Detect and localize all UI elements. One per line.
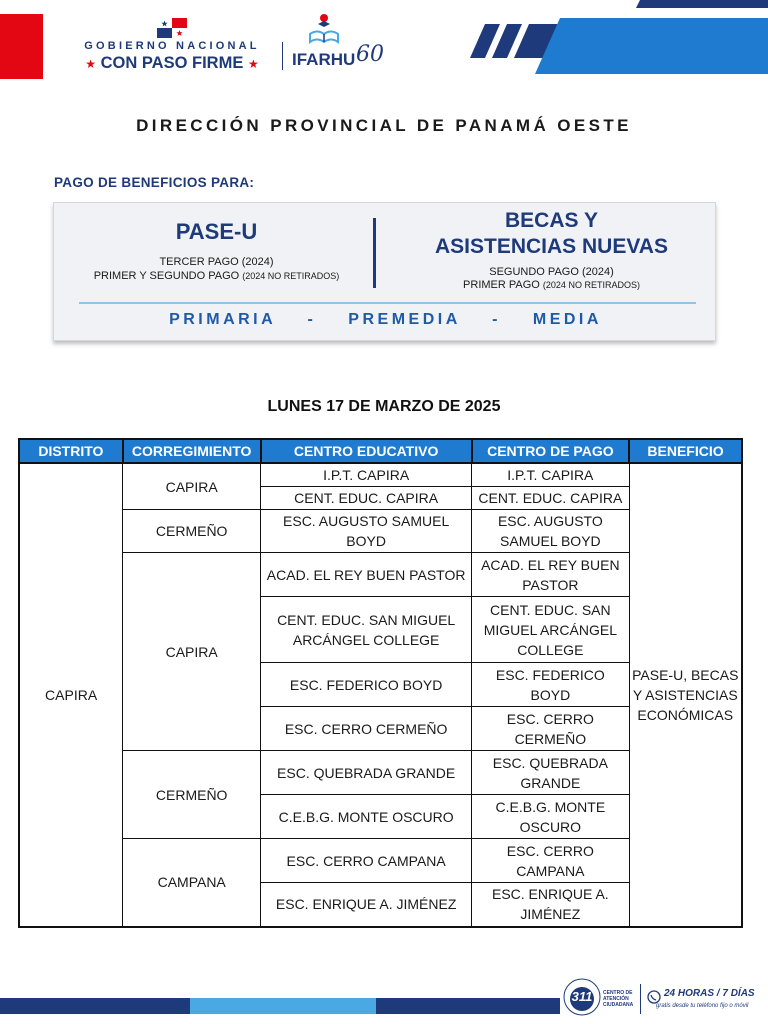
centro-pago-cell: ESC. CERRO CAMPANA [472,839,629,883]
centro-educativo-cell: ESC. QUEBRADA GRANDE [261,751,472,795]
centro-educativo-cell: ESC. FEDERICO BOYD [261,663,472,707]
centro-pago-cell: C.E.B.G. MONTE OSCURO [472,795,629,839]
phone-icon [646,990,662,1004]
pase-u-title: PASE-U [175,219,258,244]
payment-schedule-table [18,438,743,928]
gov-slogan-text: CON PASO FIRME [100,54,244,72]
centro-educativo-cell: CENT. EDUC. SAN MIGUEL ARCÁNGEL COLLEGE [261,597,472,663]
becas-line2 [404,279,699,291]
centro-pago-cell: I.P.T. CAPIRA [472,463,629,487]
distrito-cell: CAPIRA [19,463,123,927]
hours-subtext: gratis desde tu teléfono fijo o móvil [656,1003,749,1009]
centro-pago-cell: ESC. AUGUSTO SAMUEL BOYD [472,510,629,553]
education-levels: PRIMARIA - PREMEDIA - MEDIA [169,311,602,328]
red-star-icon: ★ [247,57,259,71]
centro-educativo-cell: I.P.T. CAPIRA [261,463,472,487]
gov-slogan [72,54,272,73]
table-row [19,463,742,487]
pase-u-line2 [69,270,364,282]
becas-title [399,208,704,260]
footer-bar-lightblue [190,998,376,1014]
col-header-corregimiento: CORREGIMIENTO [123,439,261,463]
col-header-centro-de-pago: CENTRO DE PAGO [472,439,629,463]
becas-line1: SEGUNDO PAGO (2024) [489,266,614,278]
centro-educativo-cell: ESC. AUGUSTO SAMUEL BOYD [261,510,472,553]
pase-u-line1: TERCER PAGO (2024) [159,256,274,268]
centro-educativo-cell: ESC. ENRIQUE A. JIMÉNEZ [261,883,472,927]
centro-311-label: CENTRO DE ATENCIÓN CIUDADANA [603,990,634,1008]
ifarhu-anniversary: 60 [356,42,384,67]
payment-heading: PAGO DE BENEFICIOS PARA: [54,175,255,190]
centro-educativo-cell: ESC. CERRO CAMPANA [261,839,472,883]
col-header-beneficio: BENEFICIO [629,439,742,463]
pase-u-line2-main: PRIMER Y SEGUNDO PAGO [93,270,240,282]
corregimiento-cell: CAMPANA [123,839,261,927]
header-stripes-decoration [450,0,768,80]
becas-line2-note: (2024 NO RETIRADOS) [542,280,640,290]
header-divider [282,42,283,70]
becas-line2-main: PRIMER PAGO [463,279,540,291]
gov-top-text: GOBIERNO NACIONAL [84,40,260,52]
becas-title-line2: ASISTENCIAS NUEVAS [435,235,668,258]
red-star-icon: ★ [85,57,97,71]
footer-bar-navy [0,998,190,1014]
hours-text: 24 HORAS / 7 DÍAS [664,988,755,999]
centro-educativo-cell: C.E.B.G. MONTE OSCURO [261,795,472,839]
pase-u-line2-note: (2024 NO RETIRADOS) [242,271,340,281]
centro-pago-cell: ESC. CERRO CERMEÑO [472,707,629,751]
book-graduate-icon [306,12,342,46]
corregimiento-cell: CERMEÑO [123,751,261,839]
beneficio-cell: PASE-U, BECAS Y ASISTENCIAS ECONÓMICAS [629,463,742,927]
centro-educativo-cell: ACAD. EL REY BUEN PASTOR [261,553,472,597]
col-header-centro-educativo: CENTRO EDUCATIVO [261,439,472,463]
direction-title: DIRECCIÓN PROVINCIAL DE PANAMÁ OESTE [136,116,632,135]
col-header-distrito: DISTRITO [19,439,123,463]
red-accent-block [0,14,43,79]
table-header-row [19,439,742,463]
centro-pago-cell: ESC. FEDERICO BOYD [472,663,629,707]
centro-311-number: 311 [571,989,593,1004]
gobierno-nacional-logo [72,18,272,78]
centro-educativo-cell: ESC. CERRO CERMEÑO [261,707,472,751]
centro-pago-cell: CENT. EDUC. CAPIRA [472,487,629,510]
centro-pago-cell: ESC. ENRIQUE A. JIMÉNEZ [472,883,629,927]
centro-pago-cell: CENT. EDUC. SAN MIGUEL ARCÁNGEL COLLEGE [472,597,629,663]
centro-pago-cell: ACAD. EL REY BUEN PASTOR [472,553,629,597]
ifarhu-name: IFARHU [292,50,356,69]
panama-flag-icon [157,18,187,38]
benefits-box [53,202,716,341]
corregimiento-cell: CAPIRA [123,463,261,510]
schedule-date: LUNES 17 DE MARZO DE 2025 [267,398,501,415]
benefits-divider [373,218,376,288]
corregimiento-cell: CERMEÑO [123,510,261,553]
becas-title-line1: BECAS Y [505,209,598,232]
footer-bar-navy-2 [376,998,560,1014]
ifarhu-logo [292,12,392,77]
centro-educativo-cell: CENT. EDUC. CAPIRA [261,487,472,510]
centro-pago-cell: ESC. QUEBRADA GRANDE [472,751,629,795]
footer-divider [640,984,641,1014]
benefits-separator-line [79,302,696,304]
corregimiento-cell: CAPIRA [123,553,261,751]
